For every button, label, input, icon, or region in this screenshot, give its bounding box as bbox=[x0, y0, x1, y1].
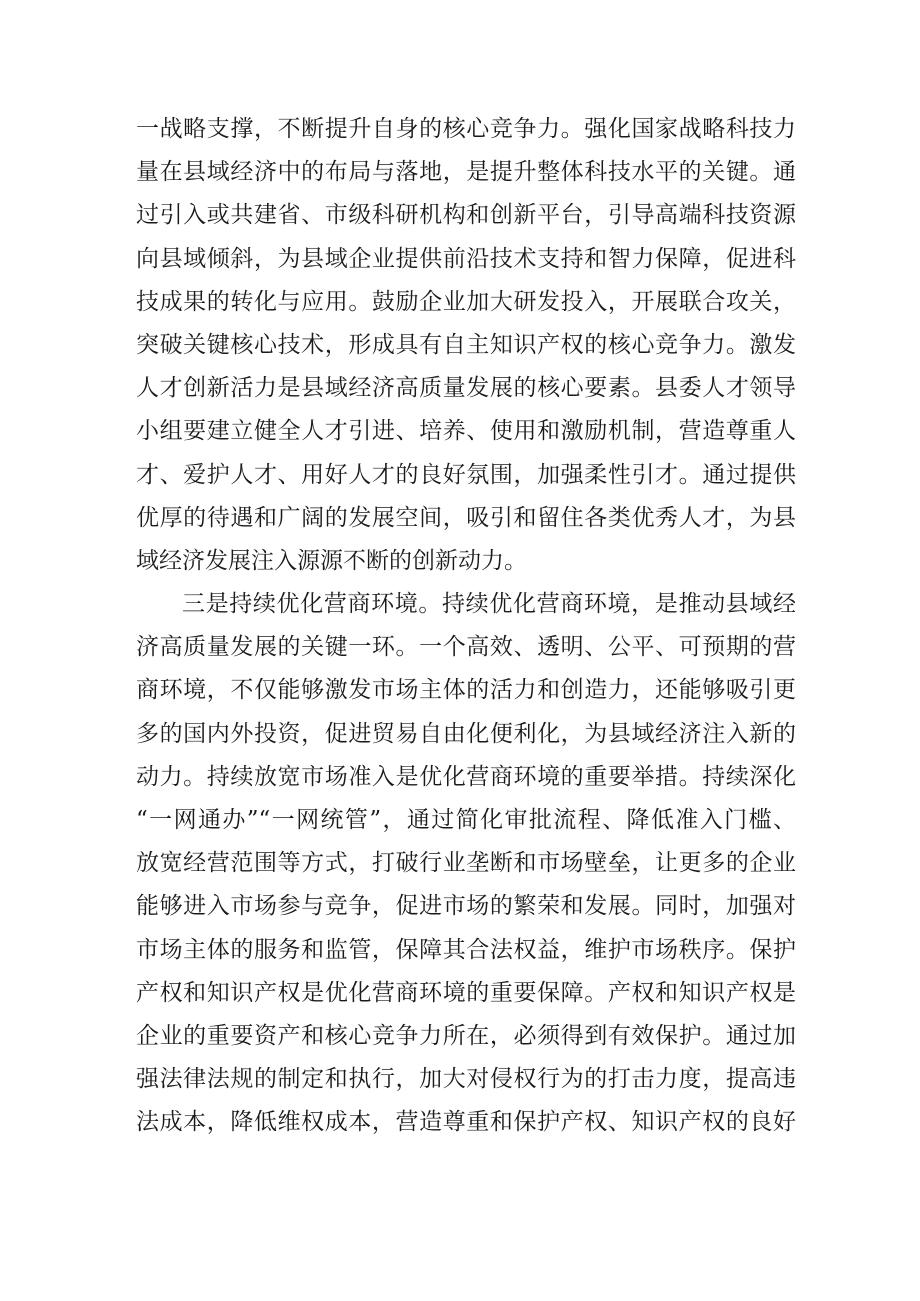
text-line-16: 动力。持续放宽市场准入是优化营商环境的重要举措。持续深化 bbox=[136, 763, 796, 790]
text-line-18: 放宽经营范围等方式，打破行业垄断和市场壁垒，让更多的企业 bbox=[136, 850, 796, 877]
text-line-17: “一网通办”“一网统管”，通过简化审批流程、降低准入门槛、 bbox=[136, 807, 796, 833]
body-text bbox=[136, 108, 796, 1145]
text-line-22: 企业的重要资产和核心竞争力所在，必须得到有效保护。通过加 bbox=[136, 1022, 796, 1049]
text-line-14: 商环境，不仅能够激发市场主体的活力和创造力，还能够吸引更 bbox=[136, 677, 796, 704]
text-line-10: 优厚的待遇和广阔的发展空间，吸引和留住各类优秀人才，为县 bbox=[136, 504, 796, 531]
text-line-8: 小组要建立健全人才引进、培养、使用和激励机制，营造尊重人 bbox=[136, 418, 796, 445]
text-line-23: 强法律法规的制定和执行，加大对侵权行为的打击力度，提高违 bbox=[136, 1066, 796, 1093]
text-line-5: 技成果的转化与应用。鼓励企业加大研发投入，开展联合攻关， bbox=[136, 288, 796, 315]
text-line-7: 人才创新活力是县域经济高质量发展的核心要素。县委人才领导 bbox=[136, 375, 796, 402]
text-line-12: 三是持续优化营商环境。持续优化营商环境，是推动县域经 bbox=[182, 591, 796, 618]
text-line-2: 量在县域经济中的布局与落地，是提升整体科技水平的关键。通 bbox=[136, 159, 796, 186]
text-line-9: 才、爱护人才、用好人才的良好氛围，加强柔性引才。通过提供 bbox=[136, 461, 796, 488]
text-line-20: 市场主体的服务和监管，保障其合法权益，维护市场秩序。保护 bbox=[136, 936, 796, 963]
text-line-3: 过引入或共建省、市级科研机构和创新平台，引导高端科技资源 bbox=[136, 202, 796, 229]
text-line-24: 法成本，降低维权成本，营造尊重和保护产权、知识产权的良好 bbox=[136, 1109, 796, 1136]
text-line-4: 向县域倾斜，为县域企业提供前沿技术支持和智力保障，促进科 bbox=[136, 245, 796, 272]
text-line-19: 能够进入市场参与竞争，促进市场的繁荣和发展。同时，加强对 bbox=[136, 893, 796, 920]
text-line-13: 济高质量发展的关键一环。一个高效、透明、公平、可预期的营 bbox=[136, 634, 796, 661]
text-line-1: 一战略支撑，不断提升自身的核心竞争力。强化国家战略科技力 bbox=[136, 116, 796, 142]
text-line-21: 产权和知识产权是优化营商环境的重要保障。产权和知识产权是 bbox=[136, 979, 796, 1006]
text-line-6: 突破关键核心技术，形成具有自主知识产权的核心竞争力。激发 bbox=[136, 331, 796, 358]
text-line-15: 多的国内外投资，促进贸易自由化便利化，为县域经济注入新的 bbox=[136, 720, 796, 747]
text-line-11: 域经济发展注入源源不断的创新动力。 bbox=[136, 547, 527, 574]
